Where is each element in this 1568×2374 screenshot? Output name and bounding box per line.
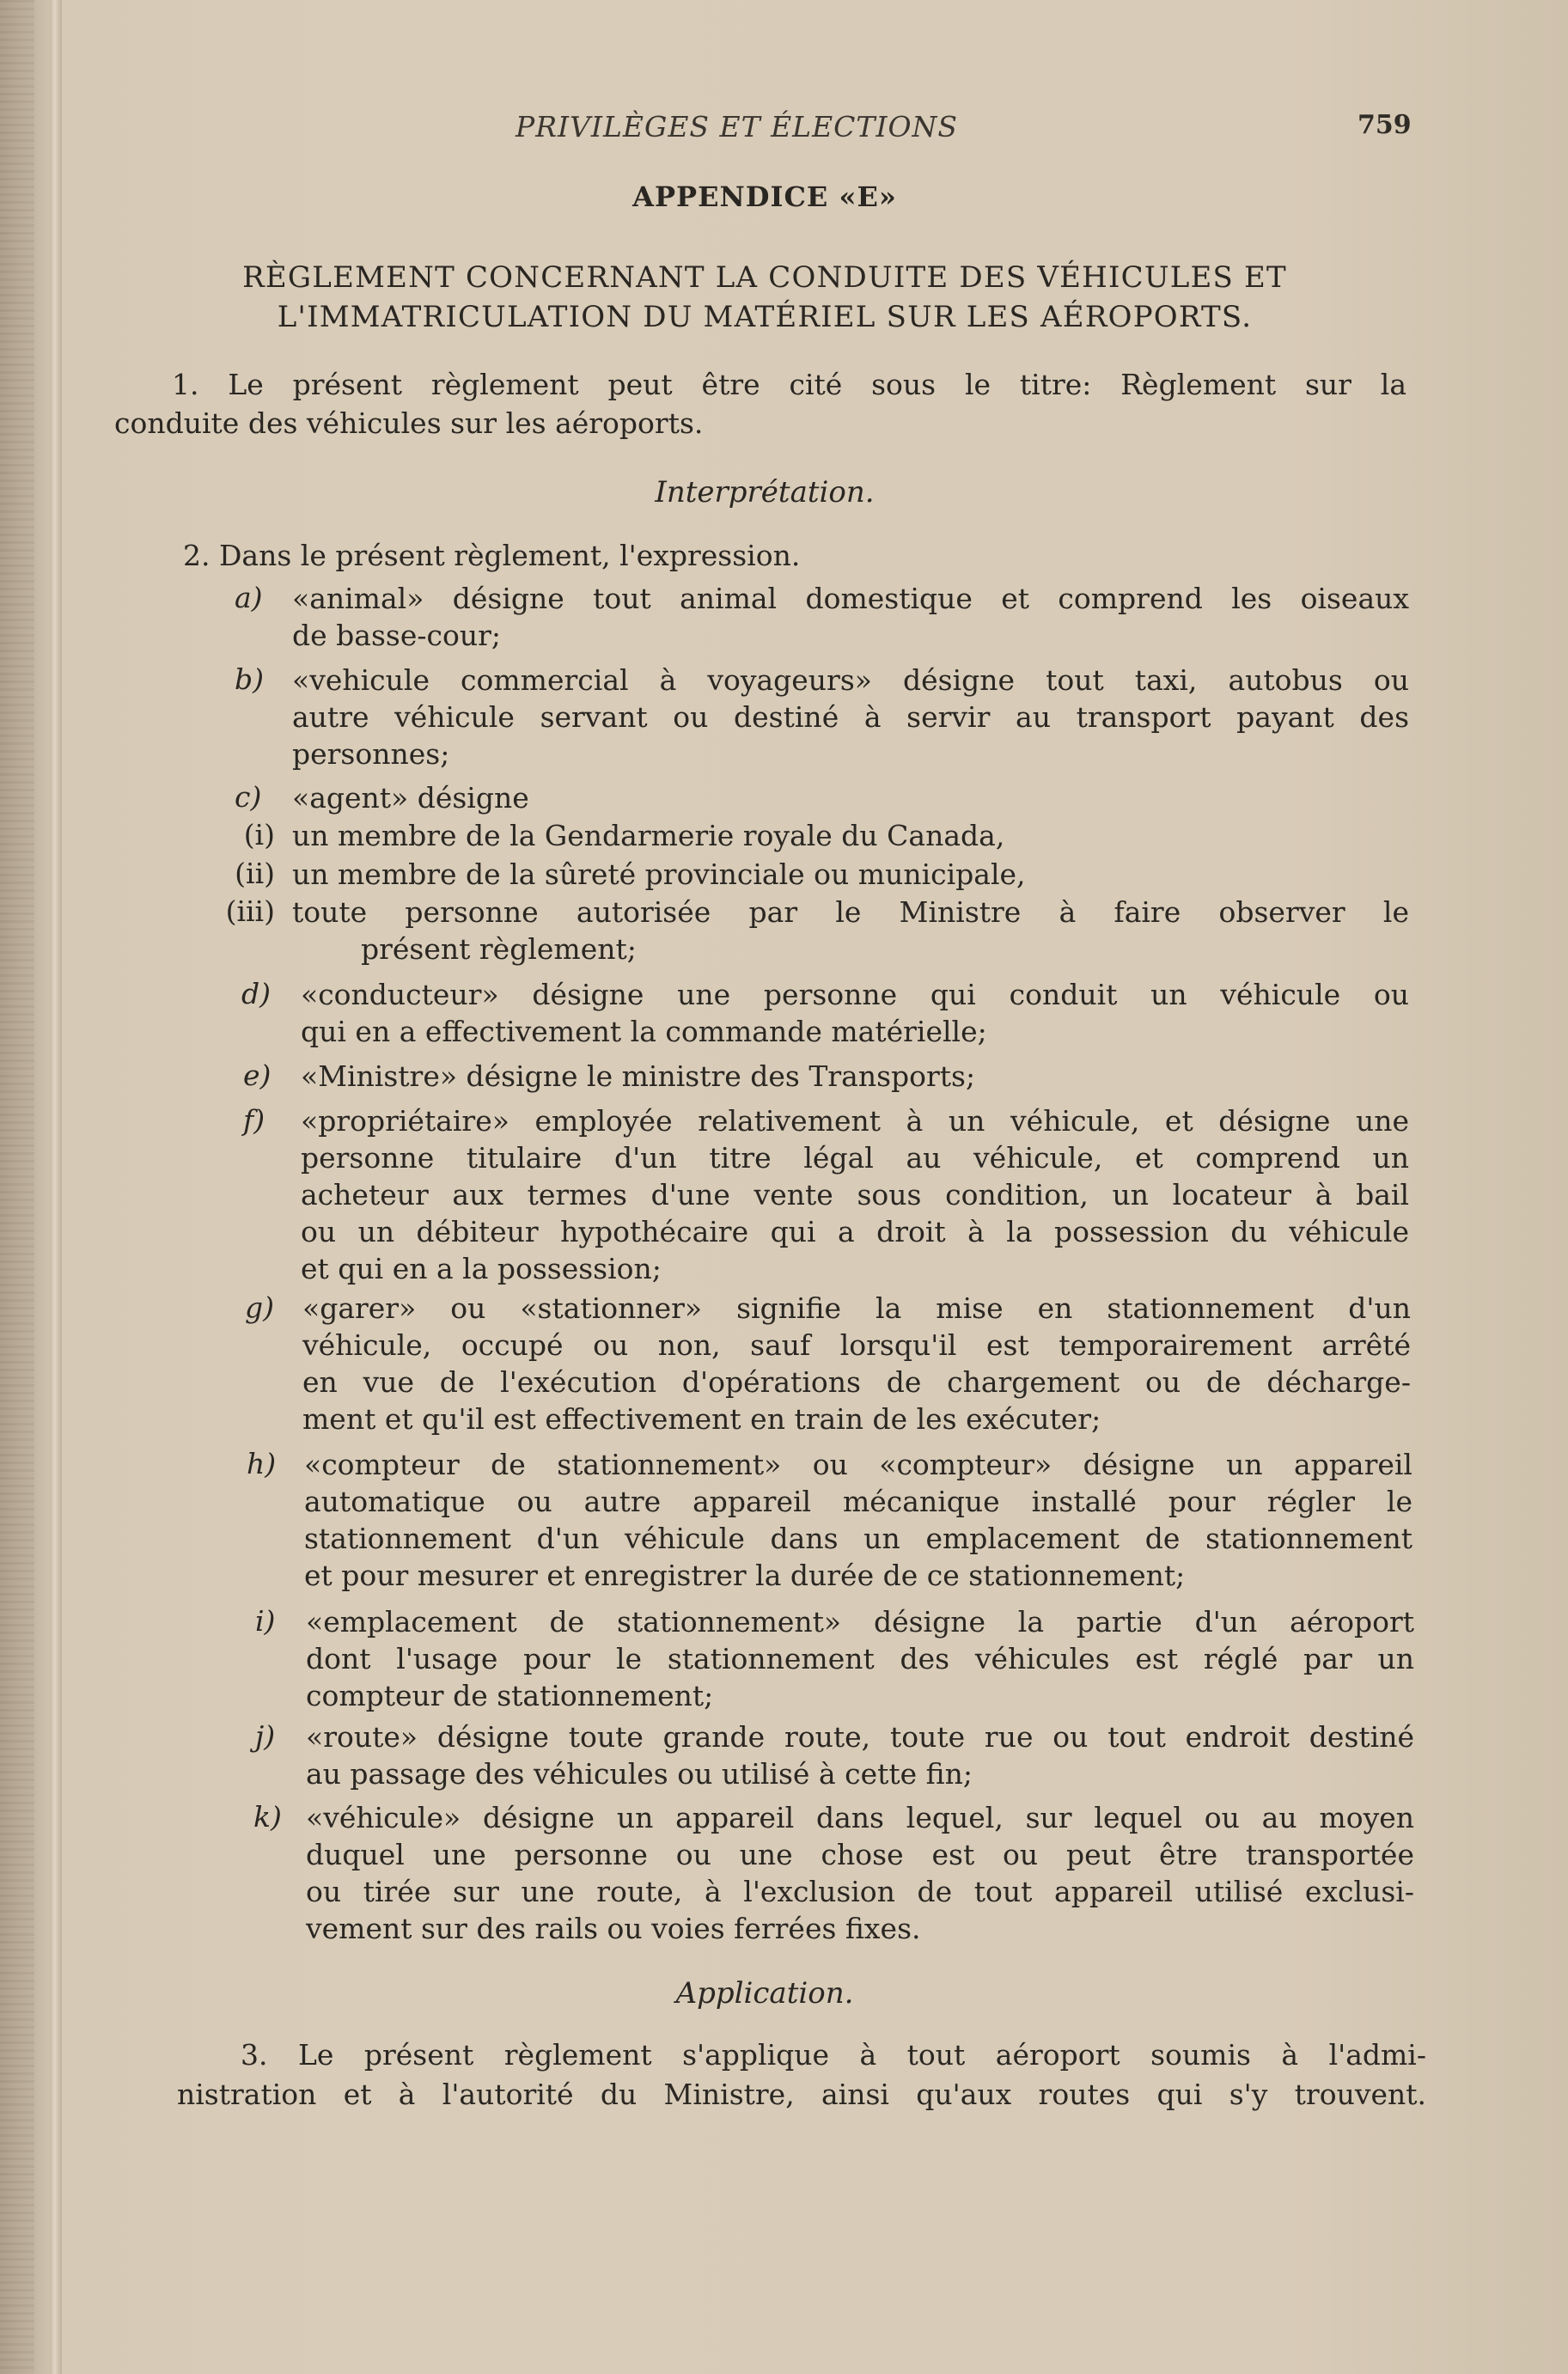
definition-c-ii: un membre de la sûreté provinciale ou municipale, [292, 857, 1026, 891]
definition-marker: j) [255, 1719, 276, 1753]
definition-j: «route» désigne toute grande route, toute rue ou tout endroit destiné au passage des véhicules ou utilisé à cette fin; [306, 1720, 1414, 1791]
definition-marker: (iii) [225, 894, 275, 928]
section-1-line: 1. Le présent règlement peut être cité sous le titre: Règlement sur la [172, 368, 1406, 401]
definition-c: «agent» désigne [292, 781, 529, 815]
section-3-line: 3. Le présent règlement s'applique à tout aéroport soumis à l'admi- [241, 2038, 1426, 2072]
definition-marker: b) [235, 662, 264, 696]
definition-h: «compteur de stationnement» ou «compteur» désigne un appareil automatique ou autre appareil mécanique installé pour régler le stationnement d'un véhicule dans un emplacement de stationnement et pour mesurer et enregistrer la durée de ce stationnement; [304, 1448, 1412, 1592]
definition-e: «Ministre» désigne le ministre des Transports; [301, 1059, 976, 1093]
section-2-intro: 2. Dans le présent règlement, l'expression. [183, 539, 801, 572]
definition-i: «emplacement de stationnement» désigne la partie d'un aéroport dont l'usage pour le stationnement des véhicules est réglé par un compteur de stationnement; [306, 1605, 1414, 1712]
definition-marker: c) [235, 780, 262, 814]
regulation-title [120, 258, 1409, 337]
definition-marker: i) [255, 1604, 276, 1638]
appendix-title: APPENDICE «E» [632, 180, 897, 213]
definition-marker: (i) [243, 818, 275, 851]
page-number: 759 [1358, 110, 1412, 140]
definition-g: «garer» ou «stationner» signifie la mise en stationnement d'un véhicule, occupé ou non, sauf lorsqu'il est temporairement arrêté en vue de l'exécution d'opérations de chargement ou de décharge- ment et qu'il est effectivement en train de les exécuter; [302, 1291, 1411, 1436]
definition-marker: (ii) [235, 857, 275, 890]
definition-marker: f) [243, 1103, 265, 1137]
definition-marker: k) [253, 1800, 282, 1834]
section-3-line: nistration et à l'autorité du Ministre, ainsi qu'aux routes qui s'y trouvent. [177, 2078, 1426, 2111]
application-heading: Application. [675, 1976, 854, 2011]
definition-marker: d) [241, 977, 271, 1010]
definition-marker: a) [235, 581, 263, 614]
regulation-title-line: RÈGLEMENT CONCERNANT LA CONDUITE DES VÉHICULES ET [242, 260, 1287, 295]
definition-c-iii: toute personne autorisée par le Ministre à faire observer le présent règlement; [292, 895, 1409, 966]
definition-f: «propriétaire» employée relativement à un véhicule, et désigne une personne titulaire d'un titre légal au véhicule, et comprend un acheteur aux termes d'une vente sous condition, un locateur à bail ou un débiteur hypothécaire qui a droit à la possession du véhicule et qui en a la possession; [301, 1104, 1409, 1285]
definition-c-i: un membre de la Gendarmerie royale du Canada, [292, 819, 1005, 852]
definition-marker: h) [247, 1447, 277, 1480]
definition-d: «conducteur» désigne une personne qui conduit un véhicule ou qui en a effectivement la commande matérielle; [301, 978, 1409, 1048]
regulation-title-line: L'IMMATRICULATION DU MATÉRIEL SUR LES AÉROPORTS. [277, 300, 1253, 334]
section-1-line: conduite des véhicules sur les aéroports. [114, 406, 704, 440]
interpretation-heading: Interprétation. [655, 475, 875, 510]
definition-marker: e) [243, 1059, 272, 1092]
running-head: PRIVILÈGES ET ÉLECTIONS [516, 110, 959, 143]
definition-k: «véhicule» désigne un appareil dans lequel, sur lequel ou au moyen duquel une personne ou une chose est ou peut être transportée ou tirée sur une route, à l'exclusion de tout appareil utilisé exclusi- vement sur des rails ou voies ferrées fixes. [306, 1801, 1414, 1945]
definition-marker: g) [245, 1291, 274, 1324]
definition-a: «animal» désigne tout animal domestique et comprend les oiseaux de basse-cour; [292, 582, 1409, 652]
definition-b: «vehicule commercial à voyageurs» désigne tout taxi, autobus ou autre véhicule servant ou destiné à servir au transport payant des personnes; [292, 663, 1409, 771]
